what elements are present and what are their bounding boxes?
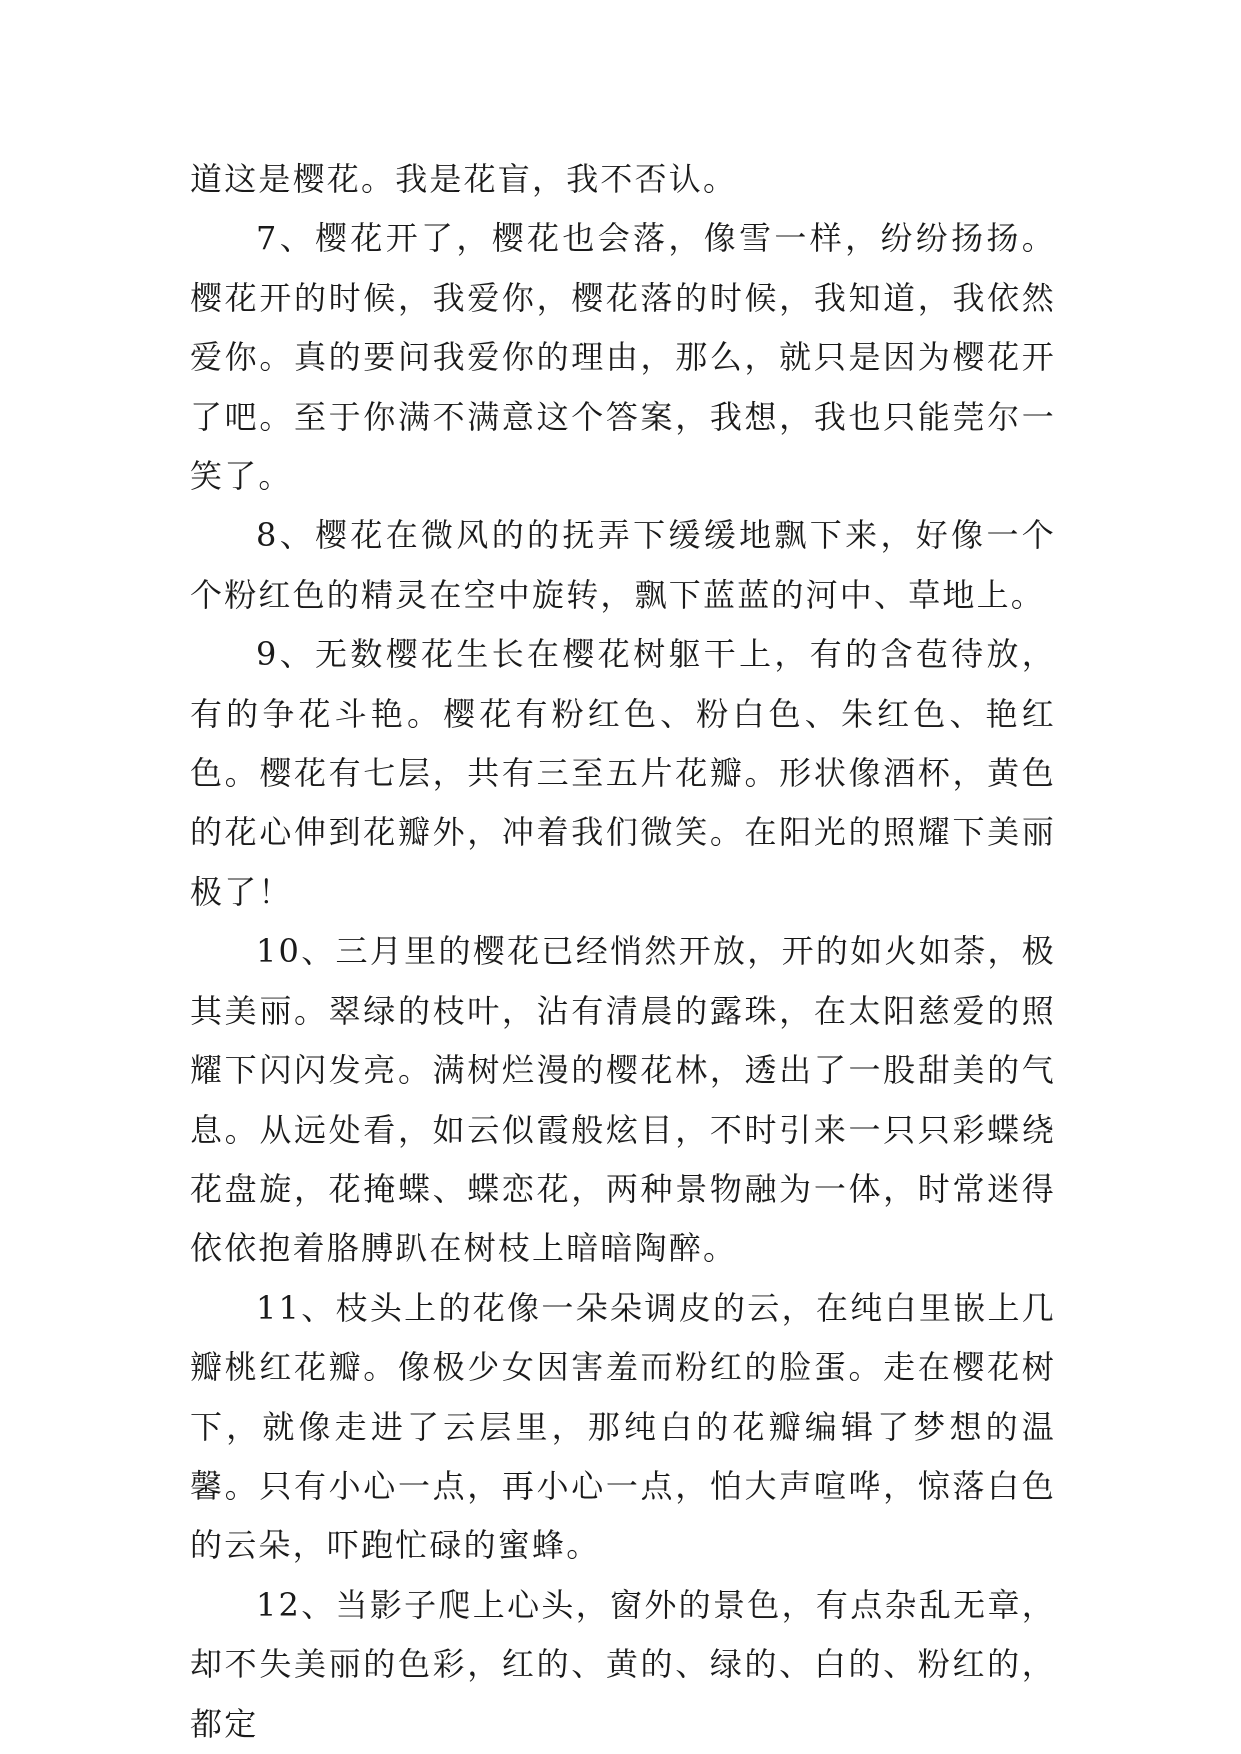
- paragraph-item-10: 10、三月里的樱花已经悄然开放，开的如火如荼，极其美丽。翠绿的枝叶，沾有清晨的露珠，在太阳慈爱的照耀下闪闪发亮。满树烂漫的樱花林，透出了一股甜美的气息。从远处看，如云似霞般炫目，不时引来一只只彩蝶绕花盘旋，花掩蝶、蝶恋花，两种景物融为一体，时常迷得依依抱着胳膊趴在树枝上暗暗陶醉。: [190, 932, 1056, 1268]
- paragraph-item-12: 12、当影子爬上心头，窗外的景色，有点杂乱无章，却不失美丽的色彩，红的、黄的、绿的、白的、粉红的，都定: [190, 1585, 1056, 1743]
- paragraph-item-8: 8、樱花在微风的的抚弄下缓缓地飘下来，好像一个个粉红色的精灵在空中旋转，飘下蓝蓝的河中、草地上。: [190, 516, 1056, 614]
- document-body: [190, 150, 1056, 1754]
- paragraph-item-11: 11、枝头上的花像一朵朵调皮的云，在纯白里嵌上几瓣桃红花瓣。像极少女因害羞而粉红的脸蛋。走在樱花树下，就像走进了云层里，那纯白的花瓣编辑了梦想的温馨。只有小心一点，再小心一点，怕大声喧哗，惊落白色的云朵，吓跑忙碌的蜜蜂。: [190, 1288, 1056, 1565]
- paragraph-item-7: 7、樱花开了，樱花也会落，像雪一样，纷纷扬扬。樱花开的时候，我爱你，樱花落的时候，我知道，我依然爱你。真的要问我爱你的理由，那么，就只是因为樱花开了吧。至于你满不满意这个答案，我想，我也只能莞尔一笑了。: [190, 219, 1056, 496]
- paragraph-item-9: 9、无数樱花生长在樱花树躯干上，有的含苞待放，有的争花斗艳。樱花有粉红色、粉白色、朱红色、艳红色。樱花有七层，共有三至五片花瓣。形状像酒杯，黄色的花心伸到花瓣外，冲着我们微笑。在阳光的照耀下美丽极了！: [190, 635, 1056, 911]
- paragraph-continuation: 道这是樱花。我是花盲，我不否认。: [190, 160, 738, 198]
